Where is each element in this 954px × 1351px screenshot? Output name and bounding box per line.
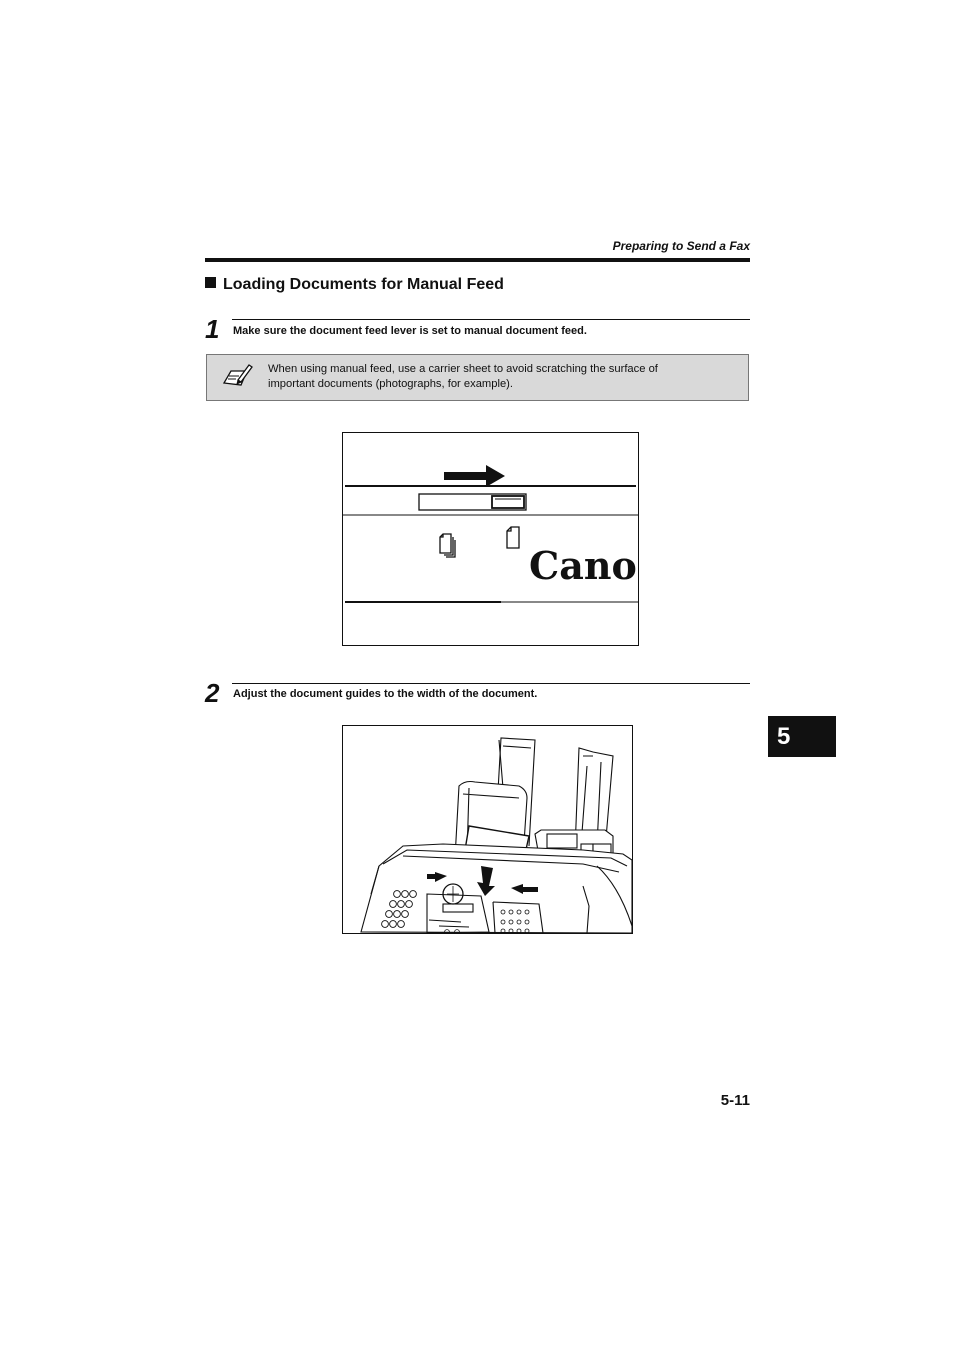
section-bullet-square (205, 277, 216, 288)
step-2-number: 2 (205, 678, 220, 708)
section-title (205, 276, 504, 294)
step-1-number: 1 (205, 314, 220, 344)
pencil-note-icon (221, 363, 253, 391)
section-title-text: Loading Documents for Manual Feed (223, 276, 504, 293)
step-2-rule (232, 683, 750, 684)
step-1-rule (232, 319, 750, 320)
chapter-tab: 5 (768, 716, 836, 757)
note-box (206, 354, 749, 401)
figure-feed-lever (342, 432, 639, 646)
header-rule (205, 258, 750, 262)
multi-page-icon (440, 534, 455, 557)
step-1-text: Make sure the document feed lever is set to manual document feed. (233, 325, 587, 337)
note-text-line-1: When using manual feed, use a carrier sheet to avoid scratching the surface of (268, 363, 658, 375)
page-number: 5-11 (720, 1092, 750, 1109)
running-header: Preparing to Send a Fax (612, 239, 750, 253)
right-arrow-icon (486, 465, 505, 487)
figure-document-guides (342, 725, 633, 934)
brand-logo: Cano (529, 543, 637, 588)
fax-machine-illustration (343, 726, 632, 933)
lever-knob (492, 496, 524, 508)
note-text (268, 362, 728, 391)
single-page-icon (507, 527, 519, 548)
feed-lever-illustration (343, 433, 638, 645)
step-2-text: Adjust the document guides to the width of the document. (233, 688, 538, 700)
arrow-shaft (444, 472, 488, 480)
note-text-line-2: important documents (photographs, for example). (268, 377, 514, 390)
